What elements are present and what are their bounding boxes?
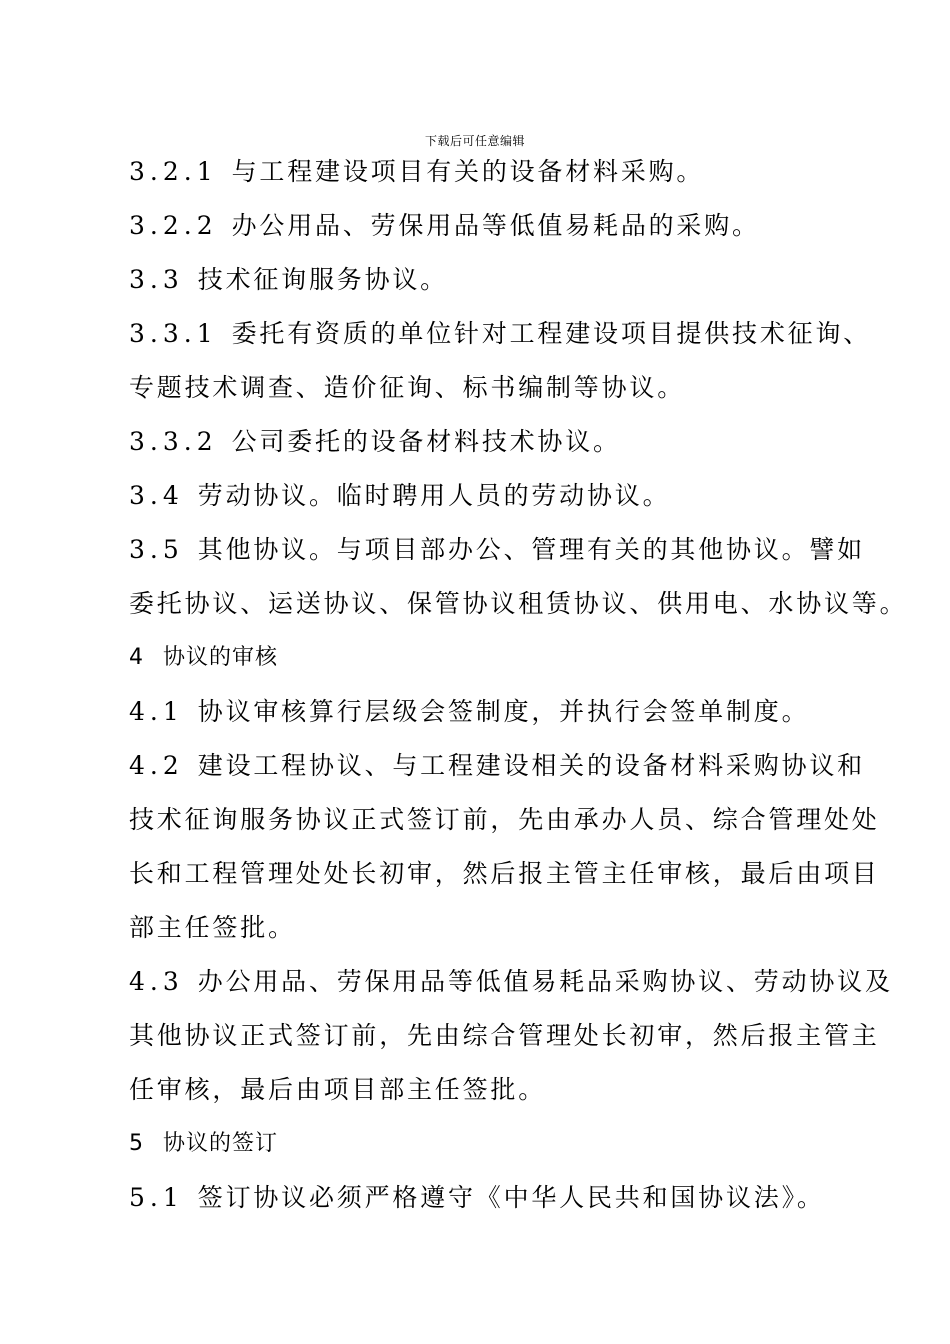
- clause-number: 4.3: [129, 967, 184, 996]
- clause-3-3: [129, 258, 839, 312]
- clause-number: 4.2: [129, 751, 184, 780]
- clause-4-3: [129, 960, 893, 1014]
- clause-number: 5.1: [129, 1183, 184, 1212]
- clause-text: 与工程建设项目有关的设备材料采购。: [231, 157, 705, 186]
- clause-text: 公司委托的设备材料技术协议。: [231, 427, 621, 456]
- clause-text: 技术征询服务协议正式签订前，先由承办人员、综合管理处处: [129, 805, 880, 834]
- clause-text: 专题技术调查、造价征询、标书编制等协议。: [129, 373, 686, 402]
- clause-4-2: [129, 744, 865, 798]
- clause-continuation: [129, 582, 908, 636]
- clause-continuation: [129, 798, 880, 852]
- clause-number: 3.3: [129, 265, 184, 294]
- clause-number: 3.2.2: [129, 211, 218, 240]
- document-body: [129, 150, 908, 1230]
- clause-text: 协议审核算行层级会签制度，并执行会签单制度。: [197, 697, 810, 726]
- clause-number: 3.4: [129, 481, 184, 510]
- clause-text: 长和工程管理处处长初审，然后报主管主任审核，最后由项目: [129, 859, 880, 888]
- clause-continuation: [129, 906, 839, 960]
- clause-number: 3.3.1: [129, 319, 218, 348]
- clause-3-3-2: [129, 420, 839, 474]
- clause-continuation: [129, 852, 880, 906]
- clause-continuation: [129, 366, 839, 420]
- clause-3-4: [129, 474, 839, 528]
- section-number: 5: [129, 1131, 143, 1156]
- clause-4-1: [129, 690, 839, 744]
- section-number: 4: [129, 645, 143, 670]
- clause-text: 部主任签批。: [129, 913, 296, 942]
- section-heading-4: [129, 636, 839, 690]
- clause-number: 3.2.1: [129, 157, 218, 186]
- clause-text: 办公用品、劳保用品等低值易耗品的采购。: [231, 211, 760, 240]
- page-header-note: 下载后可任意编辑: [424, 134, 525, 148]
- clause-continuation: [129, 1014, 880, 1068]
- clause-text: 任审核，最后由项目部主任签批。: [129, 1075, 547, 1104]
- clause-3-2-2: [129, 204, 839, 258]
- clause-text: 其他协议。与项目部办公、管理有关的其他协议。譬如: [197, 535, 865, 564]
- clause-text: 办公用品、劳保用品等低值易耗品采购协议、劳动协议及: [197, 967, 893, 996]
- clause-text: 其他协议正式签订前，先由综合管理处长初审，然后报主管主: [129, 1021, 880, 1050]
- clause-3-5: [129, 528, 865, 582]
- clause-3-2-1: [129, 150, 839, 204]
- clause-text: 签订协议必须严格遵守《中华人民共和国协议法》。: [197, 1183, 825, 1212]
- section-title: 协议的签订: [163, 1131, 279, 1156]
- clause-text: 建设工程协议、与工程建设相关的设备材料采购协议和: [197, 751, 865, 780]
- section-title: 协议的审核: [163, 645, 279, 670]
- clause-text: 劳动协议。临时聘用人员的劳动协议。: [197, 481, 671, 510]
- clause-text: 技术征询服务协议。: [197, 265, 448, 294]
- clause-text: 委托协议、运送协议、保管协议租赁协议、供用电、水协议等。: [129, 589, 908, 618]
- clause-number: 4.1: [129, 697, 184, 726]
- clause-text: 委托有资质的单位针对工程建设项目提供技术征询、: [231, 319, 872, 348]
- clause-number: 3.3.2: [129, 427, 218, 456]
- clause-3-3-1: [129, 312, 872, 366]
- clause-5-1: [129, 1176, 839, 1230]
- clause-number: 3.5: [129, 535, 184, 564]
- section-heading-5: [129, 1122, 839, 1176]
- clause-continuation: [129, 1068, 839, 1122]
